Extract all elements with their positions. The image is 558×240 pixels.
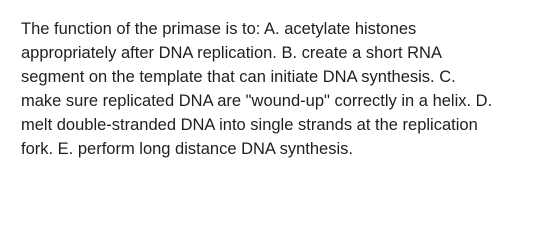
question-line: make sure replicated DNA are "wound-up" correctly in a helix. D. (21, 92, 493, 110)
question-line: segment on the template that can initiate DNA synthesis. C. (21, 68, 456, 86)
question-text (21, 17, 551, 161)
question-line: fork. E. perform long distance DNA synthesis. (21, 140, 353, 158)
question-line: melt double-stranded DNA into single strands at the replication (21, 116, 478, 134)
question-line: The function of the primase is to: A. acetylate histones (21, 20, 417, 38)
question-line: appropriately after DNA replication. B. create a short RNA (21, 44, 442, 62)
